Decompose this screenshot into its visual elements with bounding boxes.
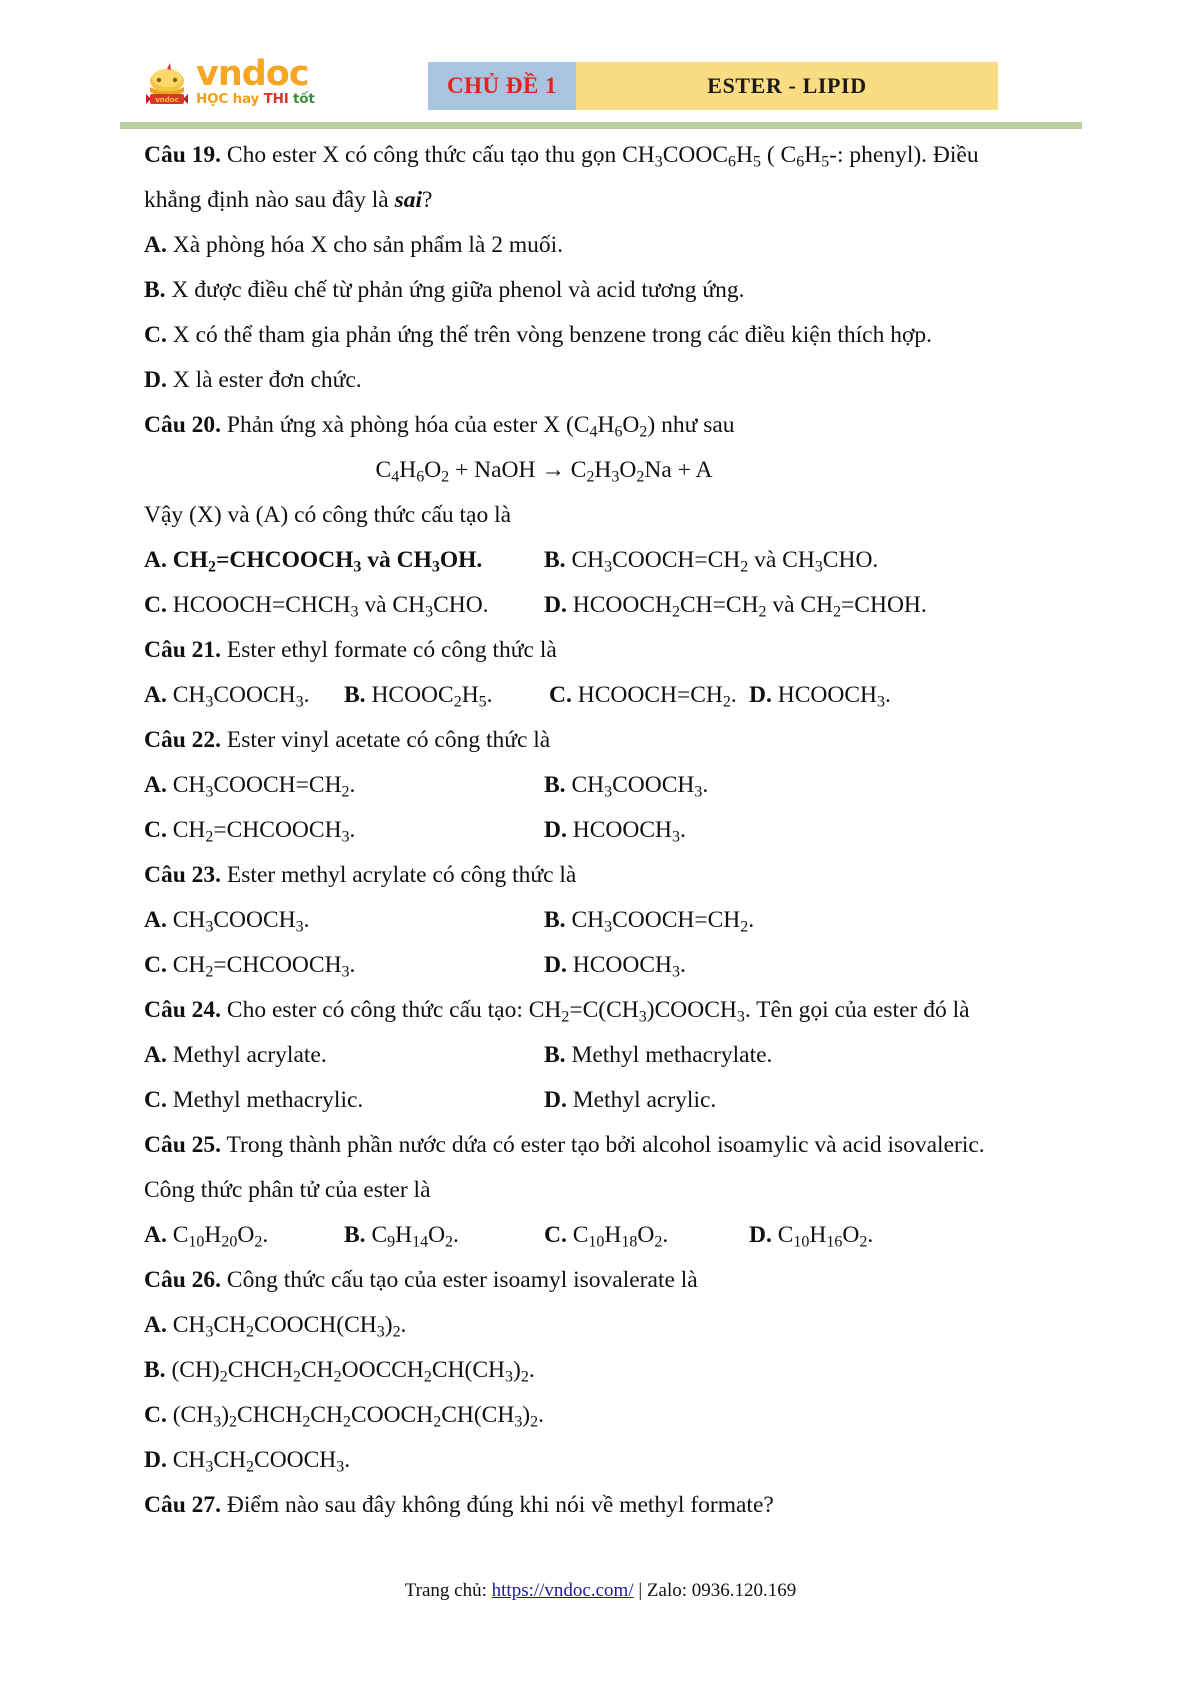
option-label: C. [144,322,167,348]
question-24-option-b [544,1033,1064,1078]
banner-topic-box [428,62,576,110]
question-23-option-a: A. $CH_3COOCH_3$. [144,907,310,936]
question-27-label: Câu 27. [144,1492,222,1518]
svg-text:vndoc: vndoc [155,95,179,104]
question-23-label: Câu 23. [144,862,222,888]
banner-title-box [576,62,998,110]
question-25-stem-part1: Trong thành phần nước dứa có ester tạo bởi alcohol isoamylic và acid isovaleric. [221,1132,985,1158]
question-24-option-c [144,1078,544,1123]
question-19-stem-part2: khẳng định nào sau đây là [144,187,395,213]
header-divider [120,122,1082,129]
question-20-option-b: B. $CH_3COOCH=CH_2$ và $CH_3CHO$. [544,547,879,576]
option-text: Methyl acrylate. [166,1042,327,1068]
question-26-stem [144,1258,1064,1303]
option-label: A. [144,1312,167,1338]
question-21-label: Câu 21. [144,637,222,663]
question-25-option-d: D. $C_{10}H_{16}O_2$. [749,1222,874,1251]
question-26-option-d: D. $CH_3CH_2COOCH_3$. [144,1447,351,1476]
option-label: D. [544,592,567,618]
tagline-tot: tốt [293,91,315,108]
vndoc-logo [144,54,315,108]
question-21-stem-text: Ester ethyl formate có công thức là [221,637,557,663]
question-19-stem-part1: Cho ester X có công thức cấu tạo thu gọn CH [221,142,655,168]
question-20-option-c: C. $HCOOCH=CHCH_3$ và $CH_3CHO$. [144,592,489,621]
option-text: X được điều chế từ phản ứng giữa phenol và acid tương ứng. [165,277,745,303]
option-label: A. [144,772,167,798]
question-25-option-c: C. $C_{10}H_{18}O_2$. [544,1222,669,1251]
tagline-thi: THI [263,91,289,108]
question-23-options-row-2 [144,943,1064,988]
option-label: B. [344,1222,366,1248]
question-20-option-a: A. $CH_2=CHCOOCH_3$ và $CH_3OH$. [144,547,483,576]
option-label: C. [144,592,167,618]
option-label: D. [544,1087,567,1113]
question-25-line-1 [144,1123,1064,1168]
question-20-option-d: D. $HCOOCH_2CH=CH_2$ và $CH_2=CHOH$. [544,592,927,621]
option-label: A. [144,547,167,573]
question-24-label: Câu 24. [144,997,222,1023]
option-text: X có thể tham gia phản ứng thế trên vòng benzene trong các điều kiện thích hợp. [166,322,933,348]
footer-suffix: | Zalo: 0936.120.169 [633,1580,797,1601]
tagline-hay: hay [232,91,260,108]
tagline-hoc: HỌC [196,91,229,108]
page-header [0,0,1201,122]
question-25-option-a: A. $C_{10}H_{20}O_2$. [144,1222,269,1251]
question-25-label: Câu 25. [144,1132,222,1158]
question-27-stem-text: Điểm nào sau đây không đúng khi nói về methyl formate? [221,1492,774,1518]
question-25-line-2 [144,1168,1064,1213]
option-text: Methyl methacrylate. [565,1042,773,1068]
question-19-line-1: Câu 19. Cho ester X có công thức cấu tạo thu gọn $CH_3COOC_6H_5$ ( $C_6H_5-$: phenyl). Điều [144,142,979,171]
question-25-option-b: B. $C_9H_{14}O_2$. [344,1222,459,1251]
question-20-line-2 [144,493,1064,538]
question-26-option-a: A. $CH_3CH_2COOCH(CH_3)_2$. [144,1312,407,1341]
logo-tagline [196,93,315,107]
option-label: B. [344,682,366,708]
option-text: Methyl acrylic. [566,1087,717,1113]
question-21-option-c: C. $HCOOCH=CH_2$. [549,682,737,711]
question-22-options-row-1 [144,763,1064,808]
option-label: A. [144,682,167,708]
question-24-options-row-2 [144,1078,1064,1123]
question-22-option-b: B. $CH_3COOCH_3$. [544,772,709,801]
option-label: D. [544,952,567,978]
question-21-option-d: D. $HCOOCH_3$. [749,682,891,711]
option-text: X là ester đơn chức. [166,367,362,393]
graduation-cap-icon [144,61,190,107]
logo-wordmark: vndoc [196,54,309,94]
option-label: C. [144,1402,167,1428]
footer-homepage-link[interactable]: https://vndoc.com/ [491,1580,634,1601]
question-20-options-row-1 [144,538,1064,583]
question-21-option-a: A. $CH_3COOCH_3$. [144,682,310,711]
question-24-options-row-1 [144,1033,1064,1078]
question-23-options-row-1 [144,898,1064,943]
question-22-option-a: A. $CH_3COOCH=CH_2$. [144,772,356,801]
question-22-option-c: C. $CH_2=CHCOOCH_3$. [144,817,356,846]
question-24-stem: Câu 24. Cho ester có công thức cấu tạo: $CH_2=C(CH_3)COOCH_3$. Tên gọi của ester đó là [144,997,970,1026]
option-label: B. [544,1042,566,1068]
option-label: D. [544,817,567,843]
footer-prefix: Trang chủ: [404,1580,492,1601]
question-22-stem-text: Ester vinyl acetate có công thức là [221,727,551,753]
question-19-option-b [144,268,1064,313]
banner-topic-label: CHỦ ĐỀ 1 [446,73,558,98]
question-22-options-row-2 [144,808,1064,853]
option-label: A. [144,1222,167,1248]
option-text: Xà phòng hóa X cho sản phẩm là 2 muối. [166,232,564,258]
option-text: Methyl methacrylic. [166,1087,364,1113]
question-20-line-1: Câu 20. Phản ứng xà phòng hóa của ester X $(C_4H_6O_2)$ như sau [144,412,735,441]
option-label: C. [144,817,167,843]
question-26-label: Câu 26. [144,1267,222,1293]
question-list [144,133,1064,1528]
question-19-stem-part3: ? [422,187,433,213]
question-22-label: Câu 22. [144,727,222,753]
option-label: B. [144,1357,166,1383]
question-27-stem [144,1483,1064,1528]
chapter-banner [428,62,998,110]
question-20-equation: $C_4H_6O_2$ + NaOH → $C_2H_3O_2Na + A$ [375,457,713,486]
question-19-label: Câu 19. [144,142,222,168]
option-label: D. [749,682,772,708]
question-23-option-c: C. $CH_2=CHCOOCH_3$. [144,952,356,981]
question-24-option-d [544,1078,1064,1123]
question-26-option-c: C. $(CH_3)_2CHCH_2CH_2COOCH_2CH(CH_3)_2$. [144,1402,544,1431]
question-23-option-b: B. $CH_3COOCH=CH_2$. [544,907,755,936]
option-label: C. [144,1087,167,1113]
question-26-option-b: B. $(CH)_2CHCH_2CH_2OOCCH_2CH(CH_3)_2$. [144,1357,535,1386]
option-label: B. [544,772,566,798]
question-21-options-row [144,673,1064,718]
option-label: C. [144,952,167,978]
question-25-stem-part2: Công thức phân tử của ester là [144,1177,431,1203]
question-21-stem [144,628,1064,673]
option-label: C. [544,1222,567,1248]
question-21-option-b: B. $HCOOC_2H_5$. [344,682,493,711]
option-label: D. [749,1222,772,1248]
question-25-options-row [144,1213,1064,1258]
question-26-stem-text: Công thức cấu tạo của ester isoamyl isovalerate là [221,1267,698,1293]
option-label: A. [144,232,167,258]
option-label: A. [144,1042,167,1068]
option-label: C. [549,682,572,708]
question-24-option-a [144,1033,544,1078]
question-22-option-d: D. $HCOOCH_3$. [544,817,686,846]
option-label: D. [144,1447,167,1473]
option-label: B. [544,547,566,573]
page-footer [0,1580,1201,1602]
option-label: B. [544,907,566,933]
question-19-option-a [144,223,1064,268]
question-19-line-2 [144,178,1064,223]
option-label: B. [144,277,166,303]
question-19-option-d [144,358,1064,403]
option-label: D. [144,367,167,393]
question-19-emphasis: sai [394,187,423,213]
question-20-options-row-2 [144,583,1064,628]
question-20-subline: Vậy (X) và (A) có công thức cấu tạo là [144,502,512,528]
option-label: A. [144,907,167,933]
question-23-option-d: D. $HCOOCH_3$. [544,952,686,981]
question-20-label: Câu 20. [144,412,222,438]
question-19-option-c [144,313,1064,358]
question-23-stem [144,853,1064,898]
banner-title-label: ESTER - LIPID [707,73,867,98]
question-22-stem [144,718,1064,763]
question-23-stem-text: Ester methyl acrylate có công thức là [221,862,577,888]
